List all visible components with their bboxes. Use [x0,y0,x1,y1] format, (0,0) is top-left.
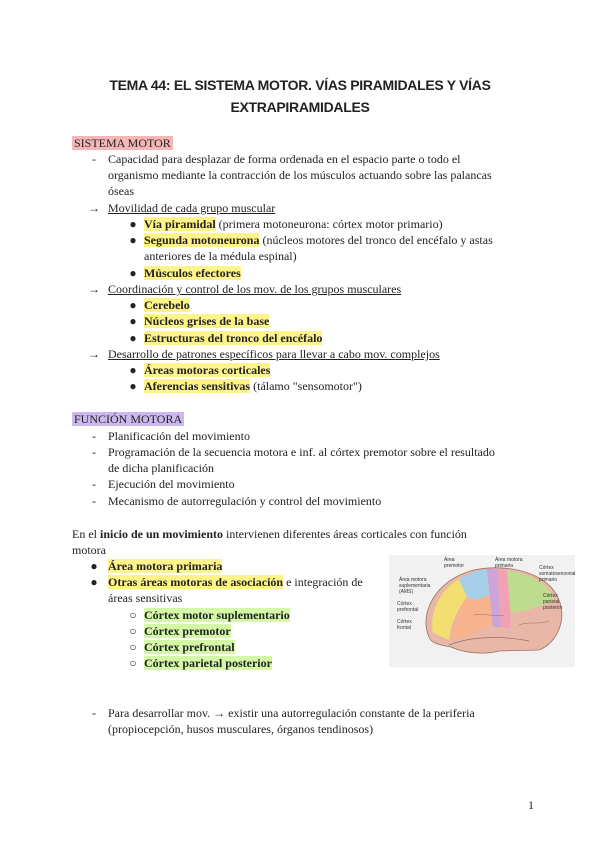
aferencias-item: Aferencias sensitivas (tálamo "sensomotor") [144,379,362,393]
dash-marker: - [92,477,96,491]
dash-marker: - [92,445,96,459]
via-piramidal-item: Vía piramidal (primera motoneurona: córtex motor primario) [144,217,443,231]
section-heading-funcion-motora: FUNCIÓN MOTORA [74,412,183,426]
label-area-premotor: Área premotor [444,557,465,569]
circle-marker: ○ [129,624,137,638]
funcion-item-mecanismo: Mecanismo de autorregulación y control del movimiento [108,494,382,508]
musculos-efectores-item: Músculos efectores [144,266,241,280]
bullet-marker: ● [90,559,98,573]
circle-marker: ○ [129,608,137,622]
cortex-parietal-posterior-item: Córtex parietal posterior [144,656,272,670]
label-cortex-somatosensorial: Córtex somatosensorial primario [539,565,576,583]
estructuras-tronco-item: Estructuras del tronco del encéfalo [144,331,323,345]
brain-figure [389,555,575,667]
capacidad-line-2: organismo mediante la contracción de los músculos actuando sobre las palancas [108,168,492,182]
bullet-marker: ● [129,233,137,247]
bullet-marker: ● [129,379,137,393]
inicio-paragraph-line-1: En el inicio de un movimiento intervienen diferentes áreas corticales con función [72,527,467,541]
area-motora-primaria-item: Área motora primaria [108,559,223,573]
label-cortex-parietal: Córtex parietal posterior [543,593,563,611]
label-cortex-prefrontal: Córtex prefrontal [397,601,419,613]
capacidad-line-3: óseas [108,184,134,198]
bullet-marker: ● [129,314,137,328]
bullet-marker: ● [129,217,137,231]
dash-marker: - [92,429,96,443]
page-number: 1 [528,798,534,812]
cortex-prefrontal-item: Córtex prefrontal [144,640,235,654]
desarrollar-line-2: (propiocepción, husos musculares, órganos tendinosos) [108,722,374,736]
bullet-marker: ● [90,575,98,589]
inicio-paragraph-line-2: motora [72,543,106,557]
label-area-motora-suplementaria: Área motora suplementaria (AMS) [399,577,431,595]
cerebelo-item: Cerebelo [144,298,190,312]
bullet-marker: ● [129,331,137,345]
funcion-item-ejecucion: Ejecución del movimiento [108,477,235,491]
dash-marker: - [92,152,96,166]
circle-marker: ○ [129,656,137,670]
bullet-marker: ● [129,363,137,377]
otras-areas-item: Otras áreas motoras de asociación e integración de [108,575,363,589]
cortex-motor-suplementario-item: Córtex motor suplementario [144,608,290,622]
funcion-item-programacion-line-2: de dicha planificación [108,461,214,475]
coordinacion-label: Coordinación y control de los mov. de los grupos musculares [108,282,402,296]
label-cortex-frontal: Córtex frontal [397,619,412,631]
label-area-motora-primaria: Área motora primaria [495,557,523,569]
arrow-marker: → [88,201,100,215]
movilidad-label: Movilidad de cada grupo muscular [108,201,276,215]
funcion-item-programacion: Programación de la secuencia motora e inf. al córtex premotor sobre el resultado [108,445,495,459]
nucleos-grises-item: Núcleos grises de la base [144,314,270,328]
dash-marker: - [92,494,96,508]
capacidad-line-1: Capacidad para desplazar de forma ordenada en el espacio parte o todo el [108,152,461,166]
desarrollo-label: Desarrollo de patrones específicos para llevar a cabo mov. complejos [108,347,440,361]
section-heading-sistema-motor: SISTEMA MOTOR [74,136,171,150]
page-title-line-2: EXTRAPIRAMIDALES [230,99,370,115]
page-title-line-1: TEMA 44: EL SISTEMA MOTOR. VÍAS PIRAMIDALES Y VÍAS [109,77,491,93]
cortex-premotor-item: Córtex premotor [144,624,231,638]
funcion-item-planificacion: Planificación del movimiento [108,429,250,443]
circle-marker: ○ [129,640,137,654]
otras-areas-line-2: áreas sensitivas [108,591,183,605]
areas-motoras-item: Áreas motoras corticales [144,363,271,377]
arrow-marker: → [88,282,100,296]
bullet-marker: ● [129,298,137,312]
arrow-marker: → [88,347,100,361]
dash-marker: - [92,706,96,720]
desarrollar-line-1: Para desarrollar mov. → existir una autorregulación constante de la periferia [108,706,475,720]
segunda-motoneurona-item: Segunda motoneurona (núcleos motores del tronco del encéfalo y astas [144,233,493,247]
segunda-motoneurona-line-2: anteriores de la médula espinal) [144,249,297,263]
bullet-marker: ● [129,266,137,280]
